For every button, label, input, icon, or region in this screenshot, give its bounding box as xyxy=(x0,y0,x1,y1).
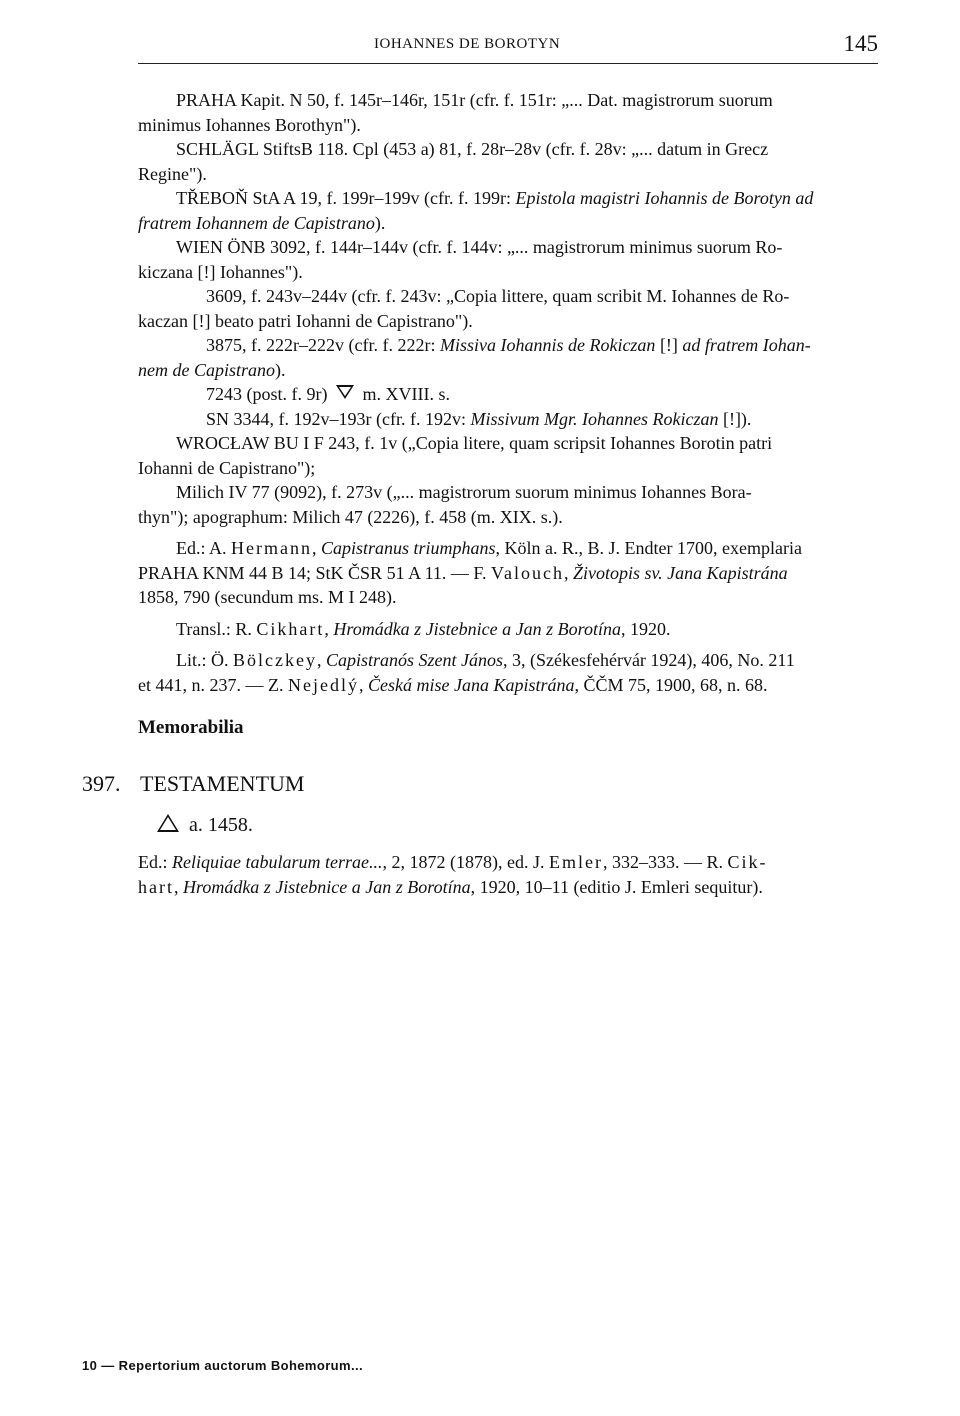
ms-praha: PRAHA Kapit. N 50, f. 145r–146r, 151r (cfr. f. 151r: „... Dat. magistrorum suorum minimus Iohannes Borothyn"). xyxy=(138,90,773,135)
ms-wien-3875: 3875, f. 222r–222v (cfr. f. 222r: Missiva Iohannis de Rokiczan [!] ad fratrem Iohan- nem de Capistrano). xyxy=(138,335,811,380)
section-heading: Memorabilia xyxy=(138,717,244,738)
entry-number: 397. xyxy=(82,771,121,796)
entry-name: TESTAMENTUM xyxy=(140,771,305,796)
editions: Ed.: A. Hermann, Capistranus triumphans, Köln a. R., B. J. Endter 1700, exemplaria PRAHA KNM 44 B 14; StK ČSR 51 A 11. — F. Valouch, Životopis sv. Jana Kapistrána 1858, 790 (secundum ms. M I 248). xyxy=(138,538,802,607)
ms-wroclaw: WROCŁAW BU I F 243, f. 1v („Copia litere, quam scripsit Iohannes Borotin patri Iohanni de Capistrano"); xyxy=(138,433,773,478)
triangle-down-icon xyxy=(336,385,354,399)
ms-wien-3609: 3609, f. 243v–244v (cfr. f. 243v: „Copia littere, quam scribit M. Iohannes de Ro- kaczan [!] beato patri Iohanni de Capistrano"). xyxy=(138,286,790,331)
signature-line: 10 — Repertorium auctorum Bohemorum... xyxy=(82,1358,364,1373)
ms-wien-sn3344: SN 3344, f. 192v–193r (cfr. f. 192v: Missivum Mgr. Iohannes Rokiczan [!]). xyxy=(206,408,752,429)
entry-date: a. 1458. xyxy=(157,814,253,837)
page-number: 145 xyxy=(843,31,878,56)
triangle-up-icon xyxy=(157,814,179,832)
entry-edition xyxy=(138,850,878,899)
entry-edition-text: Ed.: Reliquiae tabularum terrae..., 2, 1872 (1878), ed. J. Emler, 332–333. — R. Cik- hart, Hromádka z Jistebnice a Jan z Borotína, 1920, 10–11 (editio J. Emleri sequitur). xyxy=(138,852,768,897)
running-title: IOHANNES DE BOROTYN xyxy=(374,36,561,52)
ms-wien-3092: WIEN ÖNB 3092, f. 144r–144v (cfr. f. 144v: „... magistrorum minimus suorum Ro- kiczana [!] Iohannes"). xyxy=(138,237,783,282)
ms-schlagl: SCHLÄGL StiftsB 118. Cpl (453 a) 81, f. 28r–28v (cfr. f. 28v: „... datum in Grecz Regine"). xyxy=(138,139,769,184)
translations: Transl.: R. Cikhart, Hromádka z Jistebnice a Jan z Borotína, 1920. xyxy=(176,618,671,639)
manuscript-list xyxy=(138,88,878,697)
entry-title xyxy=(82,771,304,797)
literature: Lit.: Ö. Bölczkey, Capistranós Szent János, 3, (Székesfehérvár 1924), 406, No. 211 et 441, n. 237. — Z. Nejedlý, Česká mise Jana Kapistrána, ČČM 75, 1900, 68, n. 68. xyxy=(138,650,795,695)
ms-wien-7243: 7243 (post. f. 9r) m. XVIII. s. xyxy=(206,384,450,404)
page-header xyxy=(138,30,878,64)
ms-milich: Milich IV 77 (9092), f. 273v („... magistrorum suorum minimus Iohannes Bora- thyn"); apographum: Milich 47 (2226), f. 458 (m. XIX. s.). xyxy=(138,482,752,527)
ms-trebon: TŘEBOŇ StA A 19, f. 199r–199v (cfr. f. 199r: Epistola magistri Iohannis de Borotyn ad fratrem Iohannem de Capistrano). xyxy=(138,188,814,233)
header-rule xyxy=(138,63,878,64)
